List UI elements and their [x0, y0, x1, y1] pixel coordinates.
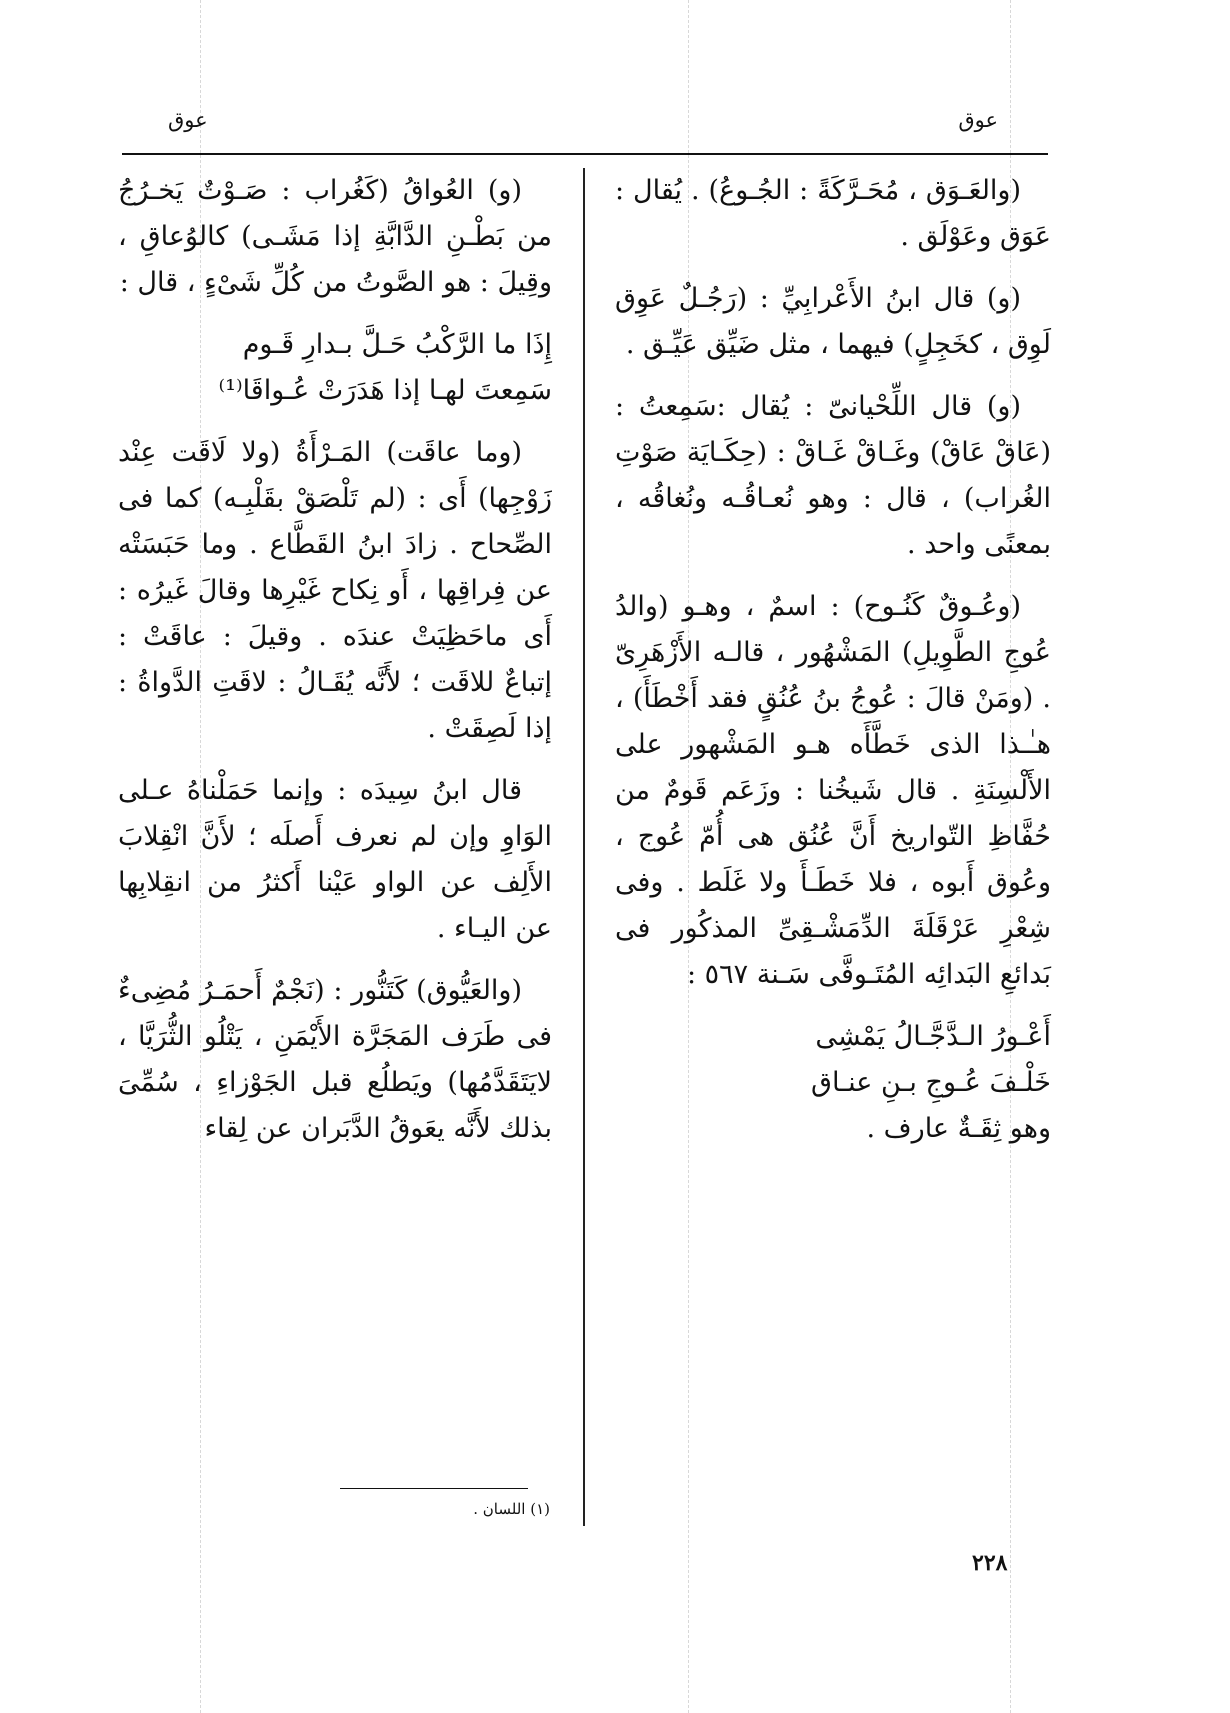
entry-paragraph: (والعَيُّوق) كَتَنُّور : (نَجْمٌ أَحمَـرُ مُضِىءٌ فى طَرَف المَجَرَّة الأَيْمَنِ ، يَتْلُو الثُّرَيَّا ، لايَتَقَدَّمُها) ويَطلُع قبل الجَوْزاءِ ، سُمِّىَ بذلك لأَنَّه يعَوقُ الدَّبَران عن لِقاء: [118, 975, 552, 1144]
entry-paragraph: (و) قال اللِّحْيانىّ : يُقال :سَمِعتُ : (عَاقْ عَاقْ) وغَـاقْ غَـاقْ : (حِكَـايَة صَوْتِ الغُراب) ، قال : وهو نُعـاقُـه ونُغاقُه ، بمعنًى واحد .: [615, 391, 1051, 560]
footnote-rule: [340, 1488, 528, 1489]
footnote: (١) اللسان .: [473, 1500, 550, 1518]
entry-paragraph: (و) قال ابنُ الأَعْرابِيِّ : (رَجُـلٌ عَوِق لَوِق ، كخَجِلٍ) فيهما ، مثل ضَيِّق عَيِّـق .: [615, 283, 1051, 360]
entry-paragraph: (و) العُواقُ (كَغُراب : صَـوْتٌ يَخـرُجُ من بَطْـنِ الدَّابَّةِ إذا مَشَـى) كالوُعاقِ ، وقِيلَ : هو الصَّوتُ من كُلِّ شَىْءٍ ، قال :: [118, 175, 552, 298]
verse-line: وهو ثِقَـةٌ عارف .: [866, 1113, 1051, 1144]
header-rule: [122, 153, 1048, 155]
verse-block: [615, 1014, 1051, 1152]
entry-paragraph: (وما عاقَت) المَـرْأَةُ (ولا لَاقَت عِنْد زَوْجِها) أَى : (لم تَلْصَقْ بقَلْبِـه) كما فى الصِّحاح . زادَ ابنُ القَطَّاع . وما حَبَسَتْه عن فِراقِها ، أَو نِكاح غَيْرِها وقالَ غَيرُه : أَى ماحَظِيَتْ عندَه . وقيلَ : عاقَتْ : إتباعٌ للاقَت ؛ لأَنَّه يُقَـالُ : لاقَتِ الدَّواةُ : إذا لَصِقَتْ .: [118, 437, 552, 744]
running-header-left: عوق: [168, 108, 208, 132]
running-header-right: عوق: [958, 108, 998, 132]
page-number: ٢٢٨: [972, 1550, 1008, 1576]
verse-line: إِذَا ما الرَّكْبُ حَـلَّ بـدارِ قَـوم: [242, 329, 552, 360]
verse-line: خَلْـفَ عُـوجِ بـنِ عنـاق: [811, 1067, 1051, 1098]
verse-line: أَعْـورُ الـدَّجَّـالُ يَمْشِى: [815, 1021, 1051, 1052]
left-column: [118, 168, 552, 1168]
verse-block: [118, 322, 552, 414]
entry-paragraph: (وعُـوقٌ كَنُـوح) : اسمٌ ، وهـو (والدُ عُوجِ الطَّوِيلِ) المَشْهُور ، قالـه الأَزْهَرِىّ . (ومَنْ قالَ : عُوجُ بنُ عُنُقٍ فقد أَخْطَأَ) ، هـٰـذا الذى خَطَّأَه هـو المَشْهور على الأَلْسِنَةِ . قال شَيخُنا : وزَعَم قَومٌ من حُفَّاظِ التّواريخ أَنَّ عُنُق هى أُمّ عُوج ، وعُوق أَبوه ، فلا خَطَـأَ ولا غَلَط . وفى شِعْرِ عَرْقَلَةَ الدِّمَشْـقِىِّ المذكُور فى بَدائعِ البَدائِه المُتَـوفَّى سَـنة ٥٦٧ :: [615, 591, 1051, 990]
entry-paragraph: (والعَـوَق ، مُحَـرَّكَةً : الجُـوعُ) . يُقال : عَوَق وعَوْلَق .: [615, 175, 1051, 252]
verse-line: سَمِعتَ لهـا إذا هَدَرَتْ عُـواقَا⁽¹⁾: [218, 375, 552, 406]
right-column: [615, 168, 1051, 1168]
column-divider: [583, 168, 585, 1526]
entry-paragraph: قال ابنُ سِيدَه : وإنما حَمَلْناهُ عـلى الوَاوِ وإن لم نعرف أَصلَه ؛ لأَنَّ انْقِلابَ الأَلِف عن الواو عَيْنا أَكثرُ من انقِلابِها عن اليـاء .: [118, 775, 552, 944]
